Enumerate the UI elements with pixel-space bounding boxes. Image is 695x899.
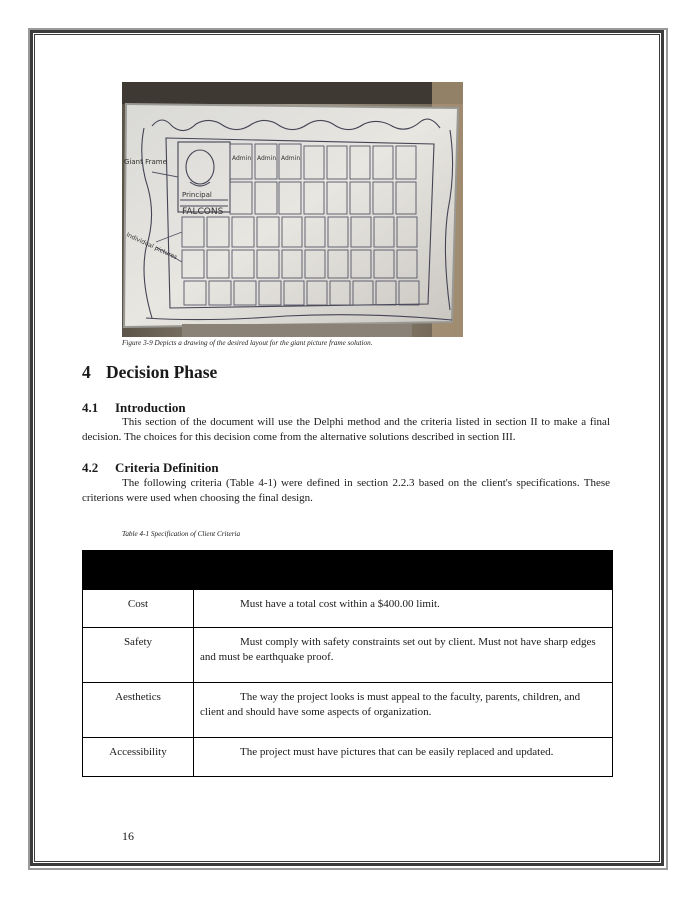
whiteboard-sketch-figure <box>122 82 463 337</box>
section-heading-4 <box>82 362 217 383</box>
sketch-label-principal: Principal <box>182 191 212 199</box>
table-header-row <box>83 551 613 590</box>
page-number: 16 <box>122 829 134 843</box>
figure-caption: Figure 3-9 Depicts a drawing of the desired layout for the giant picture frame solution. <box>122 339 373 347</box>
criterion-cell: Cost <box>83 590 194 628</box>
description-cell: Must have a total cost within a $400.00 limit. <box>194 590 613 628</box>
description-cell: The way the project looks is must appeal to the faculty, parents, children, and client and should have some aspects of organization. <box>194 683 613 738</box>
sketch-label-falcons: FALCONS <box>182 207 224 217</box>
sketch-label-individual-pictures: Individual pictures <box>125 231 179 262</box>
criteria-definition-paragraph: The following criteria (Table 4-1) were defined in section 2.2.3 based on the client's specifications. These criterions were used when choosing the final design. <box>82 477 610 504</box>
subsection-title: Criteria Definition <box>115 460 219 475</box>
subsection-heading-4-2 <box>82 460 219 476</box>
table-row <box>83 628 613 683</box>
criterion-cell: Accessibility <box>83 738 194 777</box>
introduction-paragraph: This section of the document will use the Delphi method and the criteria listed in section II to make a final decision. The choices for this decision come from the alternative solutions described in section III. <box>82 416 610 443</box>
table-caption: Table 4-1 Specification of Client Criteria <box>122 530 241 538</box>
criterion-cell: Safety <box>83 628 194 683</box>
criterion-cell: Aesthetics <box>83 683 194 738</box>
table-row <box>83 590 613 628</box>
subsection-number: 4.2 <box>82 460 99 475</box>
description-cell: Must comply with safety constraints set out by client. Must not have sharp edges and must be earthquake proof. <box>194 628 613 683</box>
description-cell: The project must have pictures that can be easily replaced and updated. <box>194 738 613 777</box>
table-row <box>83 683 613 738</box>
section-number: 4 <box>82 362 91 382</box>
table-header-cell <box>194 551 613 590</box>
sketch-label-admin-3: Admin <box>281 155 301 162</box>
table-header-cell <box>83 551 194 590</box>
subsection-number: 4.1 <box>82 400 99 415</box>
sketch-label-giant-frame: Giant Frame <box>124 158 167 166</box>
table-row <box>83 738 613 777</box>
subsection-heading-4-1 <box>82 400 186 416</box>
client-criteria-table <box>82 550 613 777</box>
sketch-label-admin-2: Admin <box>257 155 277 162</box>
subsection-title: Introduction <box>115 400 186 415</box>
section-title: Decision Phase <box>106 362 218 382</box>
sketch-label-admin-1: Admin <box>232 155 252 162</box>
